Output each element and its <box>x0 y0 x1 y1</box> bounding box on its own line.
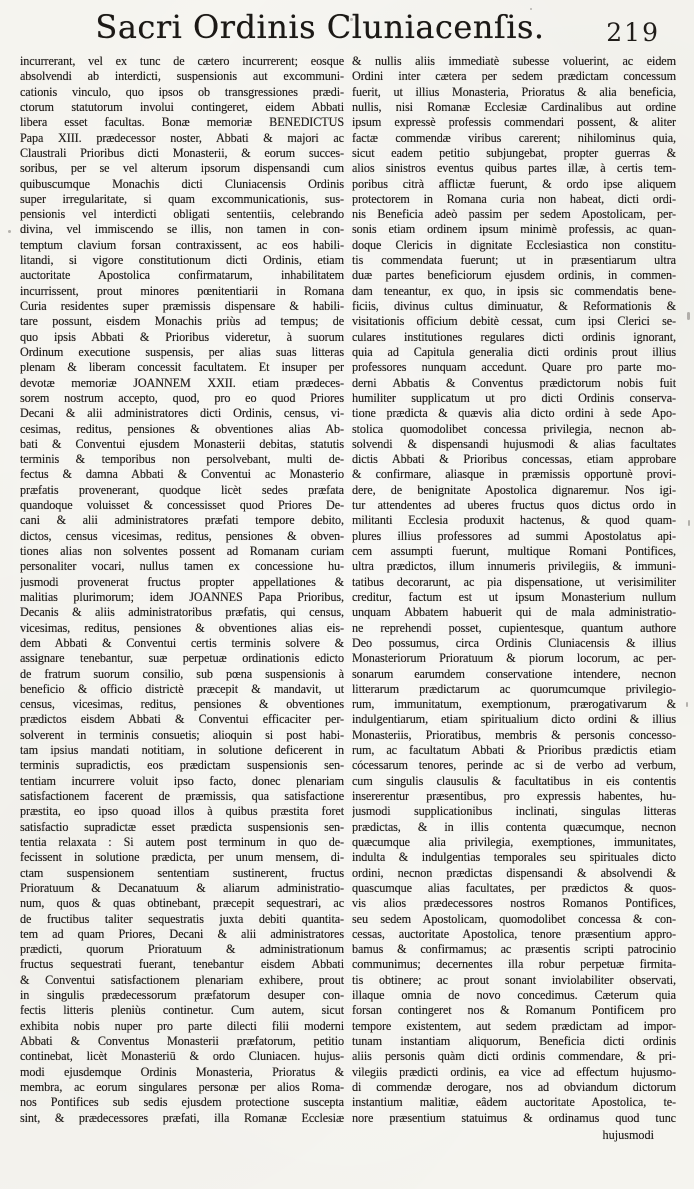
text-line: num, quos & quas obtinebant, præcepit sequestrari, ac <box>20 896 344 911</box>
text-line: unquam Abbatem habuerit qui de mala administratio- <box>352 605 676 620</box>
text-line: quia ad Capitula generalia dicti ordinis prout illius <box>352 344 676 359</box>
text-line: tem ad quam Priores, Decani & alii administratores <box>20 926 344 941</box>
text-line: fructus sequestrati fuerant, tenebantur eisdem Abbati <box>20 957 344 972</box>
text-line: ordini, necnon prædictas dispensandi & absolvendi & <box>352 865 676 880</box>
text-line: Monasteriorum Prioratuum & piorum locorum, ac per- <box>352 651 676 666</box>
text-line: prædicti, quorum Prioratuum & administrationum <box>20 942 344 957</box>
text-line: fecissent in solutione prædicta, per unum mensem, di- <box>20 850 344 865</box>
running-head <box>0 6 694 54</box>
text-line: nullis, nisi Romanæ Ecclesiæ Cardinalibus aut ordine <box>352 99 676 114</box>
text-line: ctorum statutorum involui contingeret, eidem Abbati <box>20 99 344 114</box>
text-line: tam ipsius mandati notitiam, in solutione deficerent in <box>20 743 344 758</box>
scan-speck <box>686 702 688 707</box>
text-line: dictis Abbati & Prioribus concessas, etiam approbare <box>352 452 676 467</box>
text-line: di commendæ derogare, nos ad obviandum dictorum <box>352 1079 676 1094</box>
text-line: Deo possumus, circa Ordinis Cluniacensis & illius <box>352 635 676 650</box>
text-line: tatibus decorarunt, ac pia dispensatione, ut verisimiliter <box>352 574 676 589</box>
text-line: protectorem in Romana curia non habeat, dicti ordi- <box>352 191 676 206</box>
text-line: ipsum expressè professis commendari possent, & aliter <box>352 115 676 130</box>
text-line: tunam instantiam aliquorum, Beneficia dicti ordinis <box>352 1034 676 1048</box>
text-line: in singulis prædecessorum præfatorum desuper con- <box>20 988 344 1003</box>
text-line: solvendi & dispensandi hujusmodi & alias facultates <box>352 436 676 451</box>
text-line: fectus & damna Abbati & Conventui ac Monasterio <box>20 467 344 482</box>
scan-speck <box>530 8 532 10</box>
text-line: præfatis provenerant, quodque licèt sedes præfata <box>20 482 344 497</box>
text-line: personaliter vocari, nullus tamen ex concessione hu- <box>20 559 344 574</box>
text-line: Monasteriis, Prioratibus, membris & personis concesso- <box>352 727 676 742</box>
text-line: devotæ memoriæ JOANNEM XXII. etiam prædeces- <box>20 375 344 390</box>
text-line: sonarum earumdem conservatione intendere, necnon <box>352 666 676 681</box>
text-line: modi ejusdemque Ordinis Monasteria, Prioratus & <box>20 1064 344 1079</box>
text-line: ne reprehendi posset, cupientesque, quantum authore <box>352 620 676 635</box>
text-line: insererentur præsentibus, pro expressis habentes, hu- <box>352 789 676 803</box>
text-line: terminis & temporibus non persolvebant, multi de- <box>20 452 344 467</box>
text-line: jusmodi provenerat fructus propter appellationes & <box>20 574 344 589</box>
text-line: temptum clavium forsan contraxissent, ac eos habili- <box>20 237 344 252</box>
text-line: membra, ac eorum singulares personæ per alios Roma- <box>20 1079 344 1094</box>
text-line: alios sinistros eventus quibus partes illæ, à certis tem- <box>352 161 676 176</box>
text-line: tur attendentes ad uberes fructus quos dictus ordo in <box>352 498 676 513</box>
text-line: vicesimas, reditus, pensiones & obventiones alias eis- <box>20 620 344 635</box>
text-line: de fratrum suorum consilio, sub pœna suspensionis à <box>20 666 344 681</box>
text-line: professores nunquam accedunt. Quare pro parte mo- <box>352 360 676 375</box>
text-line: vilegiis prædicti ordinis, ea vice ad effectum hujusmo- <box>352 1064 676 1079</box>
text-line: sorem nostrum accepto, quod, pro eo quod Priores <box>20 390 344 405</box>
text-line: prædictas, & in illis contenta quæcumque, necnon <box>352 819 676 834</box>
text-line: incurrerant, vel ex tunc de cætero incurrerent; eosque <box>20 54 344 68</box>
text-line: plenam & liberam concessit facultatem. Et insuper per <box>20 360 344 375</box>
text-line: quo ipsis Abbati & Prioribus videretur, à suorum <box>20 329 344 344</box>
text-line: cessas, auctoritate Apostolica, tenore præsentium appro- <box>352 926 676 941</box>
page-title: Sacri Ordinis Cluniacenſis. <box>95 8 545 46</box>
catchword: hujusmodi <box>602 1128 654 1142</box>
text-line: tione prædicta & quævis alia dicto ordini à sede Apo- <box>352 406 676 421</box>
text-line: auctoritate Apostolica confirmatarum, inhabilitatem <box>20 268 344 283</box>
text-line: duæ partes beneficiorum ejusdem ordinis, in commen- <box>352 268 676 283</box>
text-line: super irregularitate, si quam excommunicationis, sus- <box>20 191 344 206</box>
text-line: ficiis, divinus cultus diminuatur, & Reformationis & <box>352 299 676 313</box>
text-line: ctam suspensionem sententiam sustinerent, fructus <box>20 865 344 880</box>
text-line: solverent in terminis consuetis; alioquin si post habi- <box>20 727 344 742</box>
text-line: doque Clericis in dignitate Ecclesiastica non constitu- <box>352 237 676 252</box>
text-line: poribus citrà afflictæ fuerunt, & ordo ipse aliquem <box>352 176 676 191</box>
text-line: satisfactionem facerent de præmissis, qua satisfactione <box>20 789 344 803</box>
text-line: aliis personis quàm dicti ordinis commendare, & pri- <box>352 1049 676 1064</box>
text-line: plures illius professores ad summi Apostolatus api- <box>352 528 676 543</box>
text-line: quibuscumque Monachis dicti Cluniacensis Ordinis <box>20 176 344 191</box>
text-line: bati & Conventui ejusdem Monasterii debitas, statutis <box>20 436 344 451</box>
scan-speck <box>350 18 353 21</box>
text-line: culares institutiones regulares dicti ordinis ignorant, <box>352 329 676 344</box>
text-line: instantium malitiæ, eâdem auctoritate Apostolica, te- <box>352 1095 676 1110</box>
text-line: Curia residentes super præmissis dispensare & habili- <box>20 299 344 313</box>
text-line: Decanis & aliis administratoribus præfatis, qui census, <box>20 605 344 620</box>
page-number: 219 <box>606 18 660 47</box>
text-line: rum, immunitatum, exemptionum, prærogativarum & <box>352 697 676 712</box>
text-line: de fructibus taliter sequestratis juxta debiti quantita- <box>20 911 344 926</box>
text-line: sicut eadem petitio subjungebat, propter guerras & <box>352 145 676 160</box>
text-line: ultra prædictos, illum innumeris privilegiis, & immuni- <box>352 559 676 574</box>
text-line: jusmodi supplicationibus inclinati, singulas litteras <box>352 804 676 819</box>
text-line: factæ commendæ viribus carerent; nihilominus quia, <box>352 130 676 145</box>
text-line: quandoque voluisset & concessisset quod Priores De- <box>20 498 344 513</box>
text-line: cum singulis clausulis & facultatibus in eis contentis <box>352 773 676 788</box>
text-line: sint, & prædecessores præfati, illa Romanæ Ecclesiæ <box>20 1110 344 1125</box>
text-line: continebat, licèt Monasteriū & ordo Cluniacen. hujus- <box>20 1049 344 1064</box>
text-line: & confirmare, aliasque in præmissis opportunè provi- <box>352 467 676 482</box>
text-line: soribus, per se vel alterum ipsorum dispensandi cum <box>20 161 344 176</box>
text-line: & Conventui satisfactionem plenariam exhibere, prout <box>20 972 344 987</box>
scan-speck <box>687 312 690 320</box>
text-line: seu sedem Apostolicam, quomodolibet concessa & con- <box>352 911 676 926</box>
text-line: præstita, eo ipso quoad illos à quibus præstita foret <box>20 804 344 819</box>
text-line: beneficio & officio districtè præcepit & mandavit, ut <box>20 681 344 696</box>
text-line: cem assumpti fuerunt, multique Romani Pontifices, <box>352 544 676 558</box>
text-line: indulta & indulgentias temporales seu spirituales dicto <box>352 850 676 865</box>
text-line: dam teneantur, ex quo, in ipsis sic commendatis bene- <box>352 283 676 298</box>
scan-speck <box>8 230 11 233</box>
text-line: terminis supradictis, eos prædictam suspensionis sen- <box>20 758 344 773</box>
text-line: litterarum prædictarum ac quorumcumque privilegio- <box>352 681 676 696</box>
text-line: census, vicesimas, reditus, pensiones & obventiones <box>20 697 344 712</box>
text-column-right <box>352 54 676 1126</box>
text-line: malitias plurimorum; idem JOANNES Papa Prioribus, <box>20 589 344 604</box>
text-line: fectis litteris pleniùs continetur. Cum autem, sicut <box>20 1003 344 1018</box>
text-line: bamus & confirmamus; ac præsentis scripti patrocinio <box>352 942 676 957</box>
text-line: communimus; decernentes illa robur perpetuæ firmita- <box>352 957 676 972</box>
text-line: tempore existentem, aut sedem prædictam ad impor- <box>352 1018 676 1033</box>
text-line: Prioratuum & Decanatuum & aliarum administratio- <box>20 880 344 895</box>
text-line: humiliter supplicatum ut pro dicti Ordinis conserva- <box>352 390 676 405</box>
text-line: stolica quomodolibet concessa privilegia, necnon ab- <box>352 421 676 436</box>
text-line: absolvendi ab interdicti, suspensionis aut excommuni- <box>20 69 344 84</box>
text-line: Decani & alii administratores dicti Ordinis, census, vi- <box>20 406 344 421</box>
text-line: dere, de benignitate Apostolica dignaremur. Nos igi- <box>352 482 676 497</box>
text-line: tis obtinere; ac prout sonant inviolabiliter observati, <box>352 972 676 987</box>
text-line: satisfactio supradictæ esset prædicta suspensionis sen- <box>20 819 344 834</box>
text-line: assignare tenebantur, suæ perpetuæ ordinationis edicto <box>20 651 344 666</box>
text-line: militanti Ecclesia produxit hactenus, & quod quam- <box>352 513 676 528</box>
text-line: tare possunt, eisdem Monachis priùs ad tempus; de <box>20 314 344 329</box>
text-line: fuerit, ut illius Monasteria, Prioratus & alia beneficia, <box>352 84 676 99</box>
text-line: tentia relaxata : Si autem post terminum in quo de- <box>20 834 344 849</box>
text-line: prædictos eisdem Abbati & Conventui efficaciter per- <box>20 712 344 727</box>
scan-speck <box>688 520 690 526</box>
text-line: cationis vinculo, quo ipsos ob transgressiones prædi- <box>20 84 344 99</box>
text-line: libera esset facultas. Bonæ memoriæ BENEDICTUS <box>20 115 344 130</box>
text-line: nos Pontifices sub sedis ejusdem protectione suscepta <box>20 1095 344 1110</box>
text-line: Abbati & Conventus Monasterii præfatorum, petitio <box>20 1034 344 1048</box>
text-line: forsan contingeret nos & Romanum Pontificem pro <box>352 1003 676 1018</box>
text-line: & nullis aliis immediatè subesse voluerint, ac eidem <box>352 54 676 68</box>
text-line: pensionis vel interdicti obligati sententiis, celebrando <box>20 207 344 222</box>
text-line: tis commendata fuerunt; ut in præsentiarum ultra <box>352 253 676 268</box>
text-column-left <box>20 54 344 1126</box>
text-line: creditur, factum est ut ipsum Monasterium nullum <box>352 589 676 604</box>
text-line: visitationis officium debitè cessat, cum ipsi Clerici se- <box>352 314 676 329</box>
text-line: dictos, census vicesimas, reditus, pensiones & obven- <box>20 528 344 543</box>
text-line: vis alios prædecessores nostros Romanos Pontifices, <box>352 896 676 911</box>
text-line: Ordini inter cætera per sedem prædictam concessum <box>352 69 676 84</box>
text-line: sonis etiam ordinem ipsum minimè professis, ac quan- <box>352 222 676 237</box>
text-line: derni Abbatis & Conventus prædictorum nobis fuit <box>352 375 676 390</box>
text-line: incurrissent, prout minores pœnitentiarii in Romana <box>20 283 344 298</box>
text-line: rum, ac facultatum Abbati & Prioribus prædictis etiam <box>352 743 676 758</box>
text-line: cesimas, reditus, pensiones & obventiones alias Ab- <box>20 421 344 436</box>
text-line: exhibita nobis nuper pro parte dilecti filii moderni <box>20 1018 344 1033</box>
text-line: litandi, si vigore constitutionum dicti Ordinis, etiam <box>20 253 344 268</box>
text-line: tentiam incurrere voluit ipso facto, donec plenariam <box>20 773 344 788</box>
text-line: Papa XIII. prædecessor noster, Abbati & majori ac <box>20 130 344 145</box>
text-line: quæcumque alia privilegia, exemptiones, immunitates, <box>352 834 676 849</box>
text-line: nis Beneficia adeò passim per sedem Apostolicam, per- <box>352 207 676 222</box>
text-line: Ordinum executione suspensis, per alias suas litteras <box>20 344 344 359</box>
text-line: tiones alias non solventes possent ad Romanam curiam <box>20 544 344 558</box>
text-line: Claustrali Prioribus dicti Monasterii, & eorum succes- <box>20 145 344 160</box>
text-columns <box>20 54 676 1126</box>
text-line: indulgentiarum, etiam spiritualium dicto ordini & illius <box>352 712 676 727</box>
text-line: quascumque alias facultates, per prædictos & quos- <box>352 880 676 895</box>
text-line: cani & alii administratores præfati tempore debito, <box>20 513 344 528</box>
text-line: cócessarum tenores, perinde ac si de verbo ad verbum, <box>352 758 676 773</box>
text-line: divina, vel immiscendo se illis, non tamen in con- <box>20 222 344 237</box>
text-line: illaque omnia de novo concedimus. Cæterum quia <box>352 988 676 1003</box>
text-line: dem Abbati & Conventui certis terminis solvere & <box>20 635 344 650</box>
text-line: nore præsentium statuimus & ordinamus quod tunc <box>352 1110 676 1125</box>
